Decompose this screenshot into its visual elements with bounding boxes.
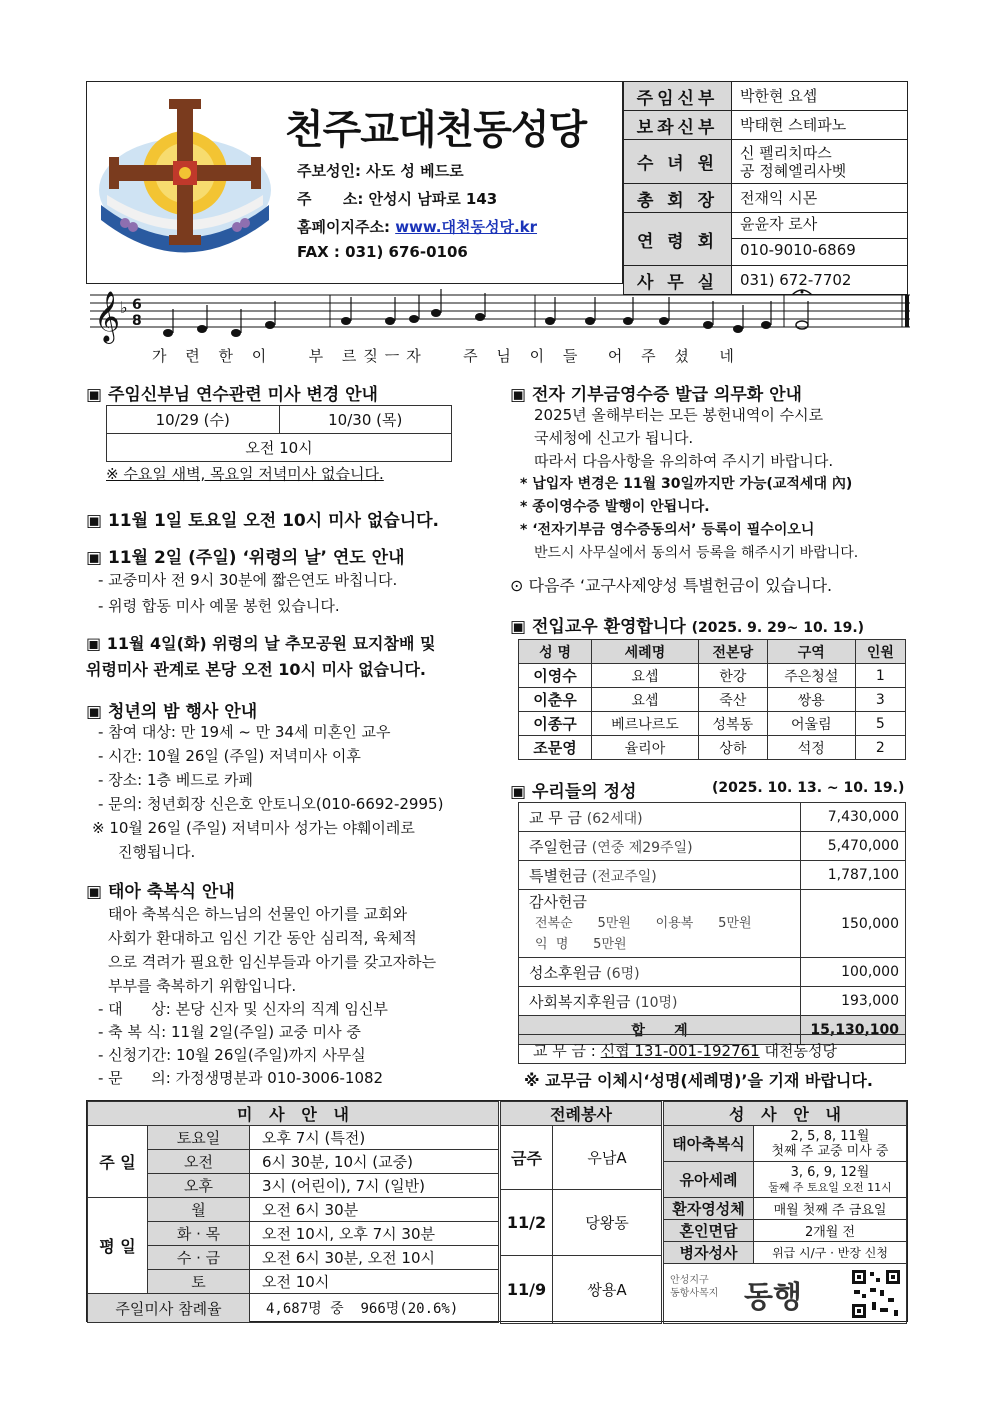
liturgy-table (500, 1101, 662, 1324)
liturgy-group: 우남A (553, 1126, 662, 1190)
offering-name: 성소후원금 (529, 963, 602, 982)
bank-label: 교 무 금 : (533, 1042, 596, 1060)
svg-text:𝄞: 𝄞 (94, 291, 121, 342)
homepage-link[interactable]: www.대천동성당.kr (395, 218, 538, 236)
mass-time: 오전 10시 (250, 1270, 499, 1294)
date-cell: 10/30 (목) (279, 406, 452, 434)
offering-label (519, 987, 801, 1016)
welcome-title (510, 612, 864, 637)
sacrament-label: 유아세례 (664, 1162, 754, 1198)
staff-name: 031) 672-7702 (732, 266, 908, 295)
special-collection-notice: ⊙ 다음주 ‘교구사제양성 특별헌금이 있습니다. (510, 576, 833, 595)
cell: 상하 (698, 736, 767, 760)
staff-role: 보좌신부 (624, 111, 732, 140)
ereceipt-bullet: * 납입자 변경은 11월 30일까지만 가능(교적세대 內) (520, 476, 853, 492)
table-row (664, 1242, 907, 1264)
mass-time: 6시 30분, 10시 (교중) (250, 1150, 499, 1174)
table-row (88, 1198, 499, 1222)
cell: 석정 (767, 736, 855, 760)
liturgy-title: 전례봉사 (501, 1102, 662, 1126)
mass-schedule-title: 미 사 안 내 (88, 1102, 499, 1126)
notice-nov4-line: 위령미사 관계로 본당 오전 10시 미사 없습니다. (86, 660, 426, 679)
staff-name-line: 윤윤자 로사 (732, 213, 907, 239)
offering-title: ▣ 우리들의 정성 (510, 782, 637, 802)
address: 안성시 남파로 143 (368, 190, 498, 208)
church-logo (95, 95, 275, 255)
bank-account-box (518, 1034, 906, 1064)
time-cell: 오전 10시 (107, 434, 452, 462)
mass-day: 토요일 (148, 1126, 250, 1150)
offering-sub: (10명) (635, 994, 678, 1011)
homepage-label: 홈페이지주소: (297, 218, 390, 236)
table-row (88, 1222, 499, 1246)
offering-period: (2025. 10. 13. ~ 10. 19.) (712, 780, 905, 796)
notice-title-priest-training: ▣ 주임신부님 연수관련 미사 변경 안내 (86, 385, 378, 405)
staff-row (624, 140, 908, 184)
ereceipt-bullet: * 종이영수증 발행이 안됩니다. (520, 499, 710, 515)
welcome-table (518, 639, 906, 760)
sacrament-info-line: 3, 6, 9, 12월 (790, 1164, 870, 1180)
fetal-blessing-para: 사회가 환대하고 임신 기간 동안 심리적, 육체적 (108, 929, 417, 947)
staff-name (732, 213, 908, 266)
cell: 조문영 (519, 736, 592, 760)
cell: 요셉 (592, 664, 699, 688)
mass-day: 오후 (148, 1174, 250, 1198)
mass-day: 월 (148, 1198, 250, 1222)
attendance-label: 주일미사 참례율 (88, 1294, 250, 1323)
homepage-line (297, 216, 537, 237)
fetal-blessing-para: 부부를 축복하기 위함입니다. (108, 977, 297, 995)
staff-row (624, 82, 908, 111)
staff-row (624, 184, 908, 213)
table-row (519, 861, 906, 890)
notice-fetal-blessing-title: ▣ 태아 축복식 안내 (86, 882, 235, 902)
cell: 어울림 (767, 712, 855, 736)
patron-saint: 주보성인: 사도 성 베드로 (297, 162, 464, 180)
offering-sub: (연중 제29주일) (591, 839, 693, 856)
cell: 죽산 (698, 688, 767, 712)
ereceipt-bullet: * ‘전자기부금 영수증동의서’ 등록이 필수이오니 (520, 522, 815, 538)
offering-detail: 전복순 5만원 이용복 5만원 (535, 916, 752, 931)
youth-line: - 장소: 1층 베드로 카페 (98, 771, 254, 789)
notice-youth-title: ▣ 청년의 밤 행사 안내 (86, 702, 258, 722)
cell: 3 (855, 688, 905, 712)
staff-role: 주임신부 (624, 82, 732, 111)
music-staff (90, 287, 912, 372)
cell: 율리아 (592, 736, 699, 760)
staff-name-line: 신 펠리치따스 (740, 143, 832, 162)
offering-detail: 익 명 5만원 (535, 937, 627, 952)
notice-nov1: ▣ 11월 1일 토요일 오전 10시 미사 없습니다. (86, 511, 439, 531)
ereceipt-bullet: 반드시 사무실에서 동의서 등록을 해주시기 바랍니다. (534, 545, 859, 561)
cell: 1 (855, 664, 905, 688)
sacrament-label: 혼인면담 (664, 1220, 754, 1242)
sacrament-label: 환자영성체 (664, 1198, 754, 1220)
welcome-title-text: ▣ 전입교우 환영합니다 (510, 617, 686, 637)
fetal-blessing-line: - 문 의: 가정생명분과 010-3006-1082 (98, 1069, 384, 1087)
notice-all-souls-title: ▣ 11월 2일 (주일) ‘위령의 날’ 연도 안내 (86, 548, 405, 568)
ereceipt-para: 국세청에 신고가 됩니다. (534, 429, 694, 447)
priest-training-table (106, 405, 452, 462)
table-row (88, 1174, 499, 1198)
youth-line: - 문의: 청년회장 신은호 안토니오(010-6692-2995) (98, 795, 444, 813)
offering-table (518, 802, 906, 1045)
mass-day: 화 · 목 (148, 1222, 250, 1246)
staff-table (623, 81, 908, 295)
offering-value: 100,000 (801, 958, 906, 987)
sacrament-info-line: 둘째 주 토요일 오전 11시 (768, 1180, 892, 1194)
fax: FAX : 031) 676-0106 (297, 243, 468, 261)
staff-name: 박한현 요셉 (732, 82, 908, 111)
weekday-label: 평 일 (88, 1198, 148, 1294)
col-header: 세례명 (592, 640, 699, 664)
priest-training-note: ※ 수요일 새벽, 목요일 저녁미사 없습니다. (106, 465, 384, 483)
table-row (519, 890, 906, 958)
cell: 이춘우 (519, 688, 592, 712)
bank-account: 신협 131-001-192761 (600, 1042, 760, 1060)
liturgy-week: 11/2 (501, 1190, 553, 1256)
cell: 이영수 (519, 664, 592, 688)
sacrament-label: 태아축복식 (664, 1126, 754, 1162)
notice-all-souls-line: - 위령 합동 미사 예물 봉헌 있습니다. (98, 597, 340, 615)
district-row (664, 1264, 907, 1324)
mass-time: 오전 6시 30분, 오전 10시 (250, 1246, 499, 1270)
youth-line: 진행됩니다. (118, 843, 196, 861)
mass-day: 토 (148, 1270, 250, 1294)
svg-text:6: 6 (132, 297, 142, 313)
table-row (519, 664, 906, 688)
table-row (501, 1256, 662, 1324)
cell: 성복동 (698, 712, 767, 736)
table-row (88, 1270, 499, 1294)
col-header: 구역 (767, 640, 855, 664)
offering-name: 특별헌금 (529, 866, 587, 885)
district-line: 동항사목지 (670, 1288, 719, 1299)
table-row (519, 803, 906, 832)
address-line (297, 188, 497, 209)
qr-code-icon[interactable] (850, 1268, 902, 1320)
sacrament-title: 성 사 안 내 (664, 1102, 907, 1126)
staff-role: 사 무 실 (624, 266, 732, 295)
bottom-schedule-box (86, 1100, 908, 1322)
table-row (664, 1198, 907, 1220)
sacrament-table (663, 1101, 907, 1324)
liturgy-week: 11/9 (501, 1256, 553, 1324)
bank-holder: 대천동성당 (764, 1042, 837, 1060)
staff-role: 수 녀 원 (624, 140, 732, 184)
bank-note: ※ 교무금 이체시‘성명(세례명)’을 기재 바랍니다. (524, 1071, 873, 1090)
cell: 베르나르도 (592, 712, 699, 736)
attendance-value: 4,687명 중 966명(20.6%) (250, 1294, 499, 1323)
mass-time: 오전 10시, 오후 7시 30분 (250, 1222, 499, 1246)
offering-value: 1,787,100 (801, 861, 906, 890)
cell: 5 (855, 712, 905, 736)
table-row (664, 1126, 907, 1162)
table-row (519, 832, 906, 861)
offering-sub: (6명) (606, 965, 640, 982)
attendance-row (88, 1294, 499, 1323)
mass-time: 오전 6시 30분 (250, 1198, 499, 1222)
table-row (519, 712, 906, 736)
table-row (501, 1190, 662, 1256)
welcome-period: (2025. 9. 29~ 10. 19.) (691, 620, 865, 636)
cell: 요셉 (592, 688, 699, 712)
ereceipt-para: 따라서 다음사항을 유의하여 주시기 바랍니다. (534, 452, 834, 470)
table-row (519, 987, 906, 1016)
sacrament-info-line: 첫째 주 교중 미사 중 (771, 1143, 889, 1159)
fetal-blessing-para: 으로 격려가 필요한 임신부들과 아기를 갖고자하는 (108, 953, 437, 971)
staff-row (624, 213, 908, 266)
offering-value: 193,000 (801, 987, 906, 1016)
sacrament-info: 매월 첫째 주 금요일 (754, 1198, 907, 1220)
sunday-label: 주 일 (88, 1126, 148, 1198)
cell: 이종구 (519, 712, 592, 736)
table-row (519, 958, 906, 987)
col-header: 성 명 (519, 640, 592, 664)
mass-schedule-table (87, 1101, 499, 1323)
offering-name: 사회복지후원금 (529, 992, 631, 1011)
cell: 주은청설 (767, 664, 855, 688)
offering-label (519, 958, 801, 987)
mass-time: 3시 (어린이), 7시 (일반) (250, 1174, 499, 1198)
notice-all-souls-line: - 교중미사 전 9시 30분에 짧은연도 바칩니다. (98, 571, 398, 589)
offering-name: 주일헌금 (529, 837, 587, 856)
hymn-lyrics: 가 련 한 이 부 르짖ㅡ자 주 님 이 들 어 주 셨 네 (152, 347, 741, 365)
fetal-blessing-line: - 축 복 식: 11월 2일(주일) 교중 미사 중 (98, 1023, 361, 1041)
mass-day: 수 · 금 (148, 1246, 250, 1270)
cell: 한강 (698, 664, 767, 688)
sacrament-label: 병자성사 (664, 1242, 754, 1264)
table-row (664, 1162, 907, 1198)
col-header: 인원 (855, 640, 905, 664)
address-label: 주 소: (297, 190, 364, 208)
sacrament-info (754, 1126, 907, 1162)
svg-text:8: 8 (132, 313, 142, 329)
offering-value: 5,470,000 (801, 832, 906, 861)
sacrament-info: 위급 시/구 · 반장 신청 (754, 1242, 907, 1264)
liturgy-week: 금주 (501, 1126, 553, 1190)
youth-line: - 시간: 10월 26일 (주일) 저녁미사 이후 (98, 747, 361, 765)
ereceipt-para: 2025년 올해부터는 모든 봉헌내역이 수시로 (534, 406, 824, 424)
table-row (88, 1126, 499, 1150)
offering-label (519, 861, 801, 890)
staff-role: 연 령 회 (624, 213, 732, 266)
district-text (670, 1274, 718, 1300)
fetal-blessing-line: - 신청기간: 10월 26일(주일)까지 사무실 (98, 1046, 366, 1064)
staff-row (624, 111, 908, 140)
total-value: 15,130,100 (801, 1016, 906, 1045)
col-header: 전본당 (698, 640, 767, 664)
welcome-header-row (519, 640, 906, 664)
sacrament-info-line: 2, 5, 8, 11월 (790, 1128, 870, 1144)
table-row (88, 1150, 499, 1174)
liturgy-group: 당왕동 (553, 1190, 662, 1256)
mass-time: 오후 7시 (특전) (250, 1126, 499, 1150)
notice-ereceipt-title: ▣ 전자 기부금영수증 발급 의무화 안내 (510, 385, 802, 405)
offering-label (519, 832, 801, 861)
youth-line: ※ 10월 26일 (주일) 저녁미사 성가는 야훼이레로 (92, 819, 415, 837)
table-row (664, 1220, 907, 1242)
district-banner (664, 1264, 907, 1324)
sacrament-info (754, 1162, 907, 1198)
cell: 2 (855, 736, 905, 760)
staff-role: 총 회 장 (624, 184, 732, 213)
staff-name-line: 공 정혜엘리사벳 (740, 161, 847, 180)
offering-label (519, 803, 801, 832)
church-title: 천주교대천동성당 (285, 107, 587, 153)
staff-name: 전재익 시몬 (732, 184, 908, 213)
date-cell: 10/29 (수) (107, 406, 280, 434)
table-row (88, 1246, 499, 1270)
offering-label (519, 890, 801, 958)
total-label: 합 계 (519, 1016, 801, 1045)
youth-line: - 참여 대상: 만 19세 ~ 만 34세 미혼인 교우 (98, 723, 391, 741)
mass-day: 오전 (148, 1150, 250, 1174)
cell: 쌍용 (767, 688, 855, 712)
district-stamp: 동행 (744, 1280, 802, 1315)
staff-name-line: 010-9010-6869 (740, 241, 856, 259)
sacrament-info: 2개월 전 (754, 1220, 907, 1242)
offering-sub: (전교주일) (591, 868, 657, 885)
district-line: 안성지구 (670, 1275, 709, 1286)
staff-name: 박태현 스테파노 (732, 111, 908, 140)
offering-name: 감사헌금 (529, 893, 587, 911)
offering-sub: (62세대) (586, 810, 643, 827)
offering-value: 150,000 (801, 890, 906, 958)
svg-text:♭: ♭ (120, 298, 128, 317)
offering-value: 7,430,000 (801, 803, 906, 832)
fetal-blessing-para: 태아 축복식은 하느님의 선물인 아기를 교회와 (108, 905, 408, 923)
offering-name: 교 무 금 (529, 808, 583, 827)
table-row (501, 1126, 662, 1190)
fetal-blessing-line: - 대 상: 본당 신자 및 신자의 직계 임신부 (98, 1000, 388, 1018)
table-row (519, 736, 906, 760)
staff-name (732, 140, 908, 184)
liturgy-group: 쌍용A (553, 1256, 662, 1324)
table-row (519, 688, 906, 712)
notice-nov4-line: ▣ 11월 4일(화) 위령의 날 추모공원 묘지참배 및 (86, 634, 436, 653)
